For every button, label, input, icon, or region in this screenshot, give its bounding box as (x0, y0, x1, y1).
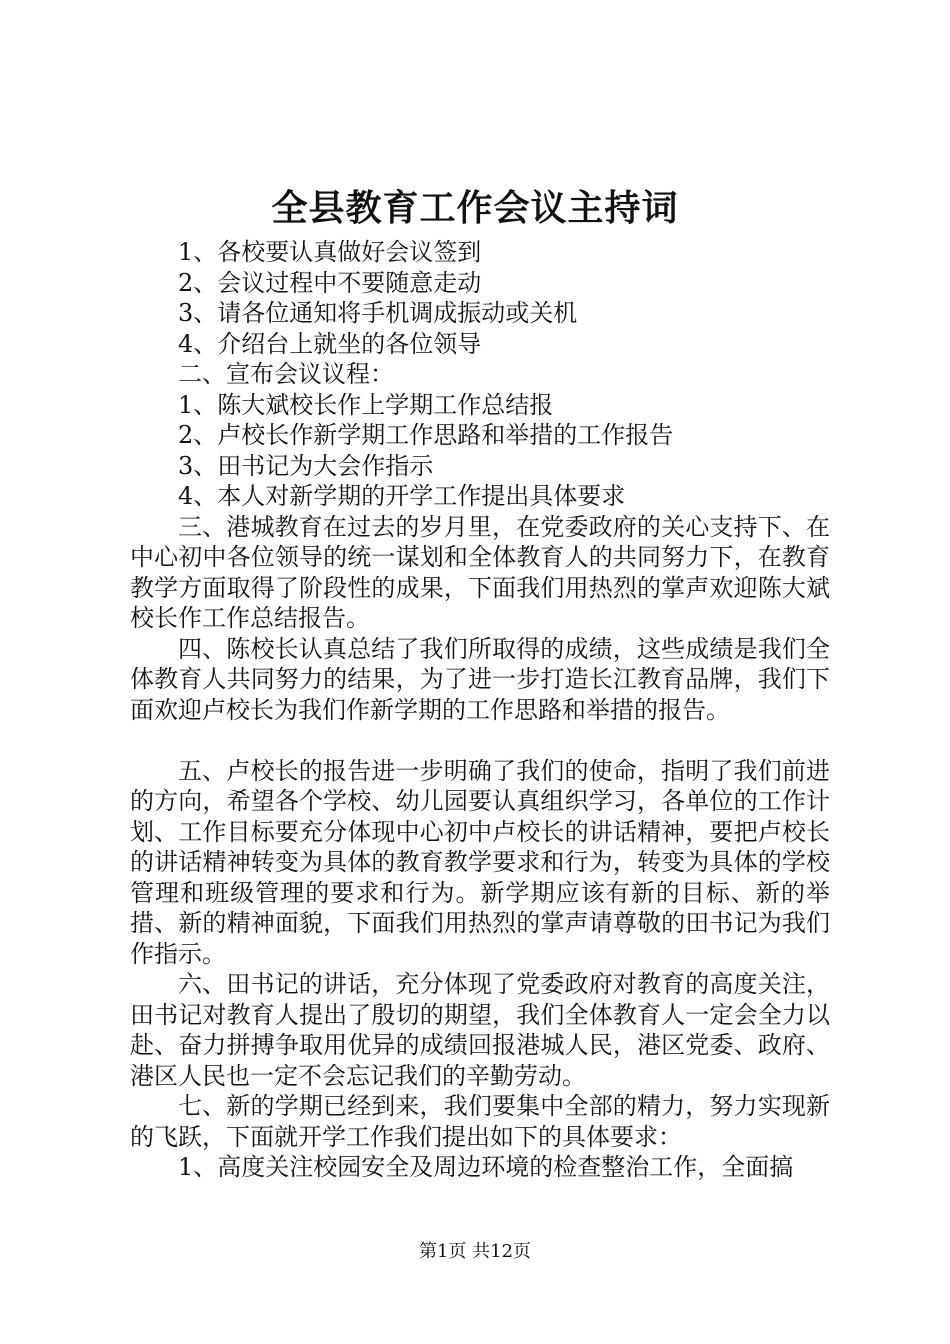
notice-item: 1、各校要认真做好会议签到 (178, 238, 482, 266)
paragraph-three: 三、港城教育在过去的岁月里，在党委政府的关心支持下、在中心初中各位领导的统一谋划和全体教育人的共同努力下，在教育教学方面取得了阶段性的成果，下面我们用热烈的掌声欢迎陈大斌校长作工作总结报告。 (130, 512, 830, 632)
requirement-item: 1、高度关注校园安全及周边环境的检查整治工作，全面搞 (178, 1153, 794, 1181)
document-title: 全县教育工作会议主持词 (271, 187, 679, 229)
notice-item: 4、介绍台上就坐的各位领导 (178, 329, 482, 358)
document-body (130, 237, 830, 1183)
agenda-item: 1、陈大斌校长作上学期工作总结报 (178, 390, 554, 419)
agenda-item: 4、本人对新学期的开学工作提出具体要求 (178, 482, 626, 510)
paragraph-spacer (130, 725, 830, 756)
agenda-item: 2、卢校长作新学期工作思路和举措的工作报告 (178, 421, 674, 449)
agenda-heading: 二、宣布会议议程： (178, 360, 394, 388)
paragraph-six: 六、田书记的讲话，充分体现了党委政府对教育的高度关注，田书记对教育人提出了殷切的期望，我们全体教育人一定会全力以赴、奋力拼搏争取用优异的成绩回报港城人民，港区党委、政府、港区人民也一定不会忘记我们的辛勤劳动。 (130, 970, 830, 1090)
paragraph-five: 五、卢校长的报告进一步明确了我们的使命，指明了我们前进的方向，希望各个学校、幼儿园要认真组织学习，各单位的工作计划、工作目标要充分体现中心初中卢校长的讲话精神，要把卢校长的讲话精神转变为具体的教育教学要求和行为，转变为具体的学校管理和班级管理的要求和行为。新学期应该有新的目标、新的举措、新的精神面貌，下面我们用热烈的掌声请尊敬的田书记为我们作指示。 (130, 756, 830, 968)
notice-item: 2、会议过程中不要随意走动 (178, 268, 482, 297)
paragraph-seven: 七、新的学期已经到来，我们要集中全部的精力，努力实现新的飞跃，下面就开学工作我们提出如下的具体要求： (130, 1092, 830, 1151)
agenda-item: 3、田书记为大会作指示 (178, 451, 434, 480)
paragraph-four: 四、陈校长认真总结了我们所取得的成绩，这些成绩是我们全体教育人共同努力的结果，为了进一步打造长江教育品牌，我们下面欢迎卢校长为我们作新学期的工作思路和举措的报告。 (130, 634, 830, 724)
page-number-footer: 第1页 共12页 (418, 1241, 532, 1262)
notice-item: 3、请各位通知将手机调成振动或关机 (178, 299, 578, 327)
